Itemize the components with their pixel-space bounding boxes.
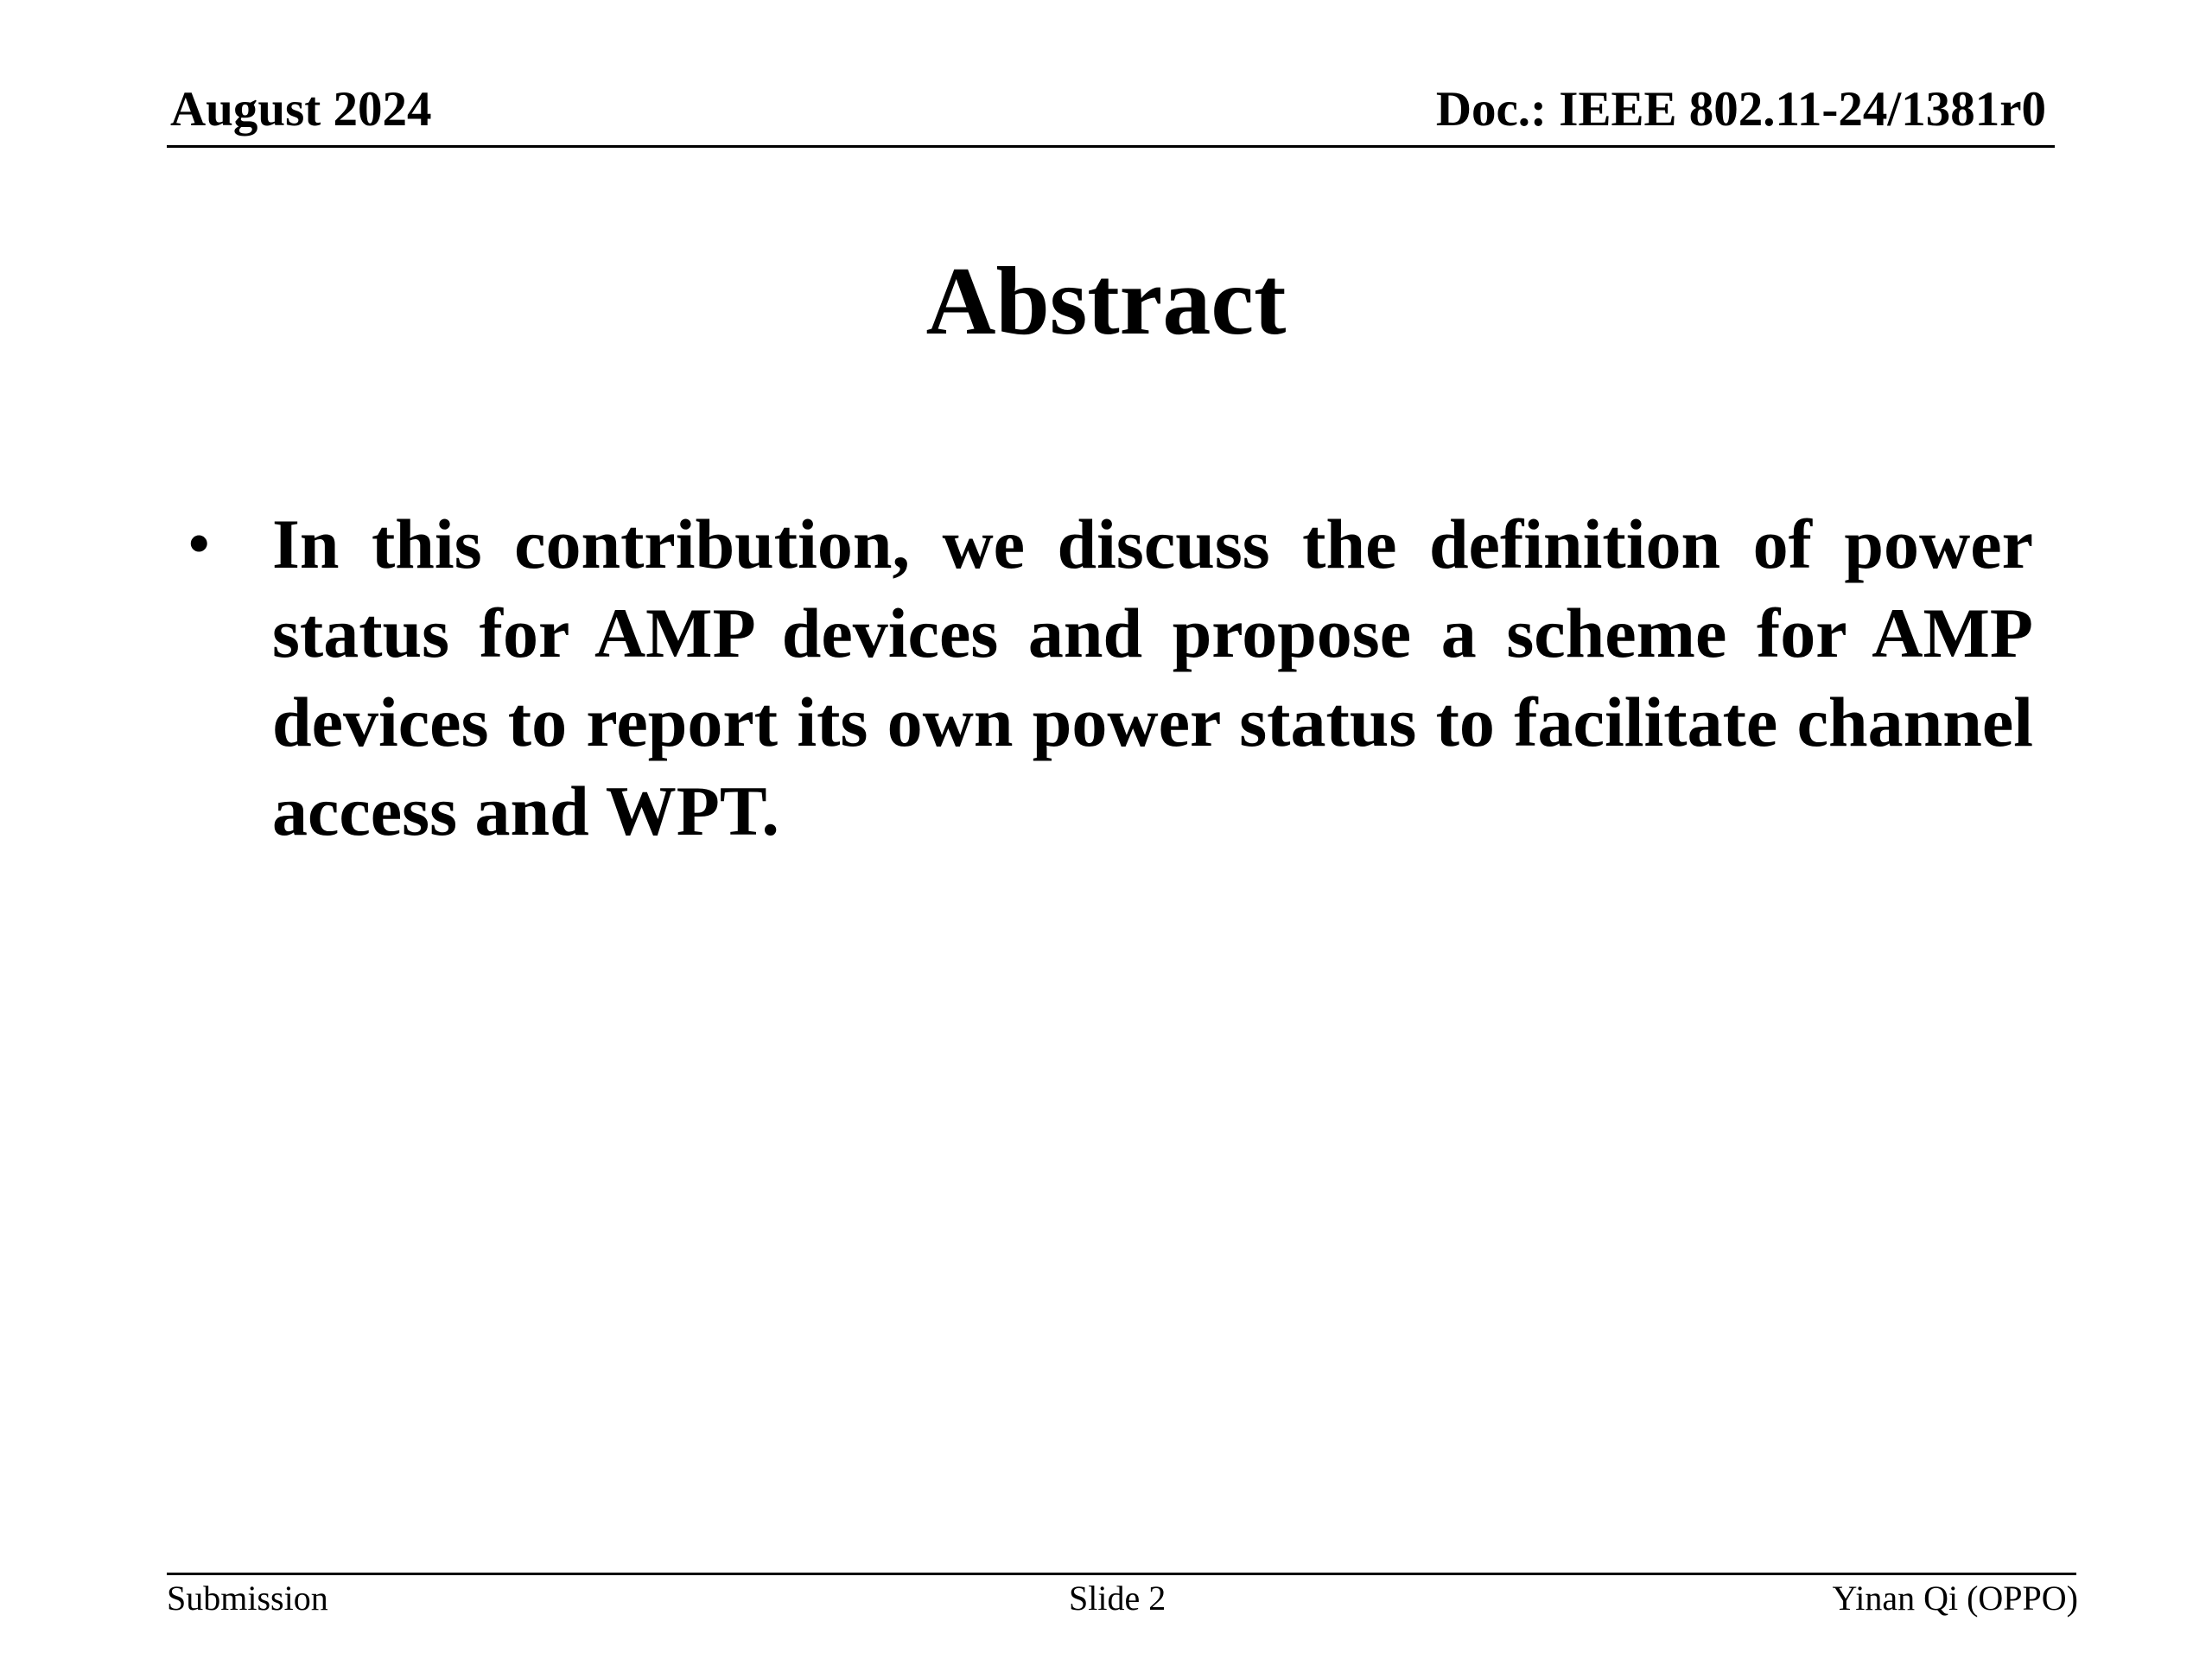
bullet-text: In this contribution, we discuss the definition of power status for AMP devices and propose a scheme for AMP devices to report its own power status to facilitate channel access and WPT. bbox=[272, 505, 2033, 850]
bullet-item bbox=[188, 499, 2033, 855]
footer-submission: Submission bbox=[167, 1579, 328, 1618]
bullet-icon: • bbox=[188, 511, 210, 577]
footer-rule bbox=[167, 1573, 2076, 1575]
footer-author: Yinan Qi (OPPO) bbox=[1832, 1579, 2078, 1618]
header-doc-id: Doc.: IEEE 802.11-24/1381r0 bbox=[1435, 82, 2046, 137]
slide-title: Abstract bbox=[925, 248, 1287, 355]
footer-slide-number: Slide 2 bbox=[1069, 1579, 1166, 1618]
header-rule bbox=[167, 145, 2055, 148]
header-date: August 2024 bbox=[170, 82, 432, 137]
bullet-list bbox=[188, 499, 2033, 855]
